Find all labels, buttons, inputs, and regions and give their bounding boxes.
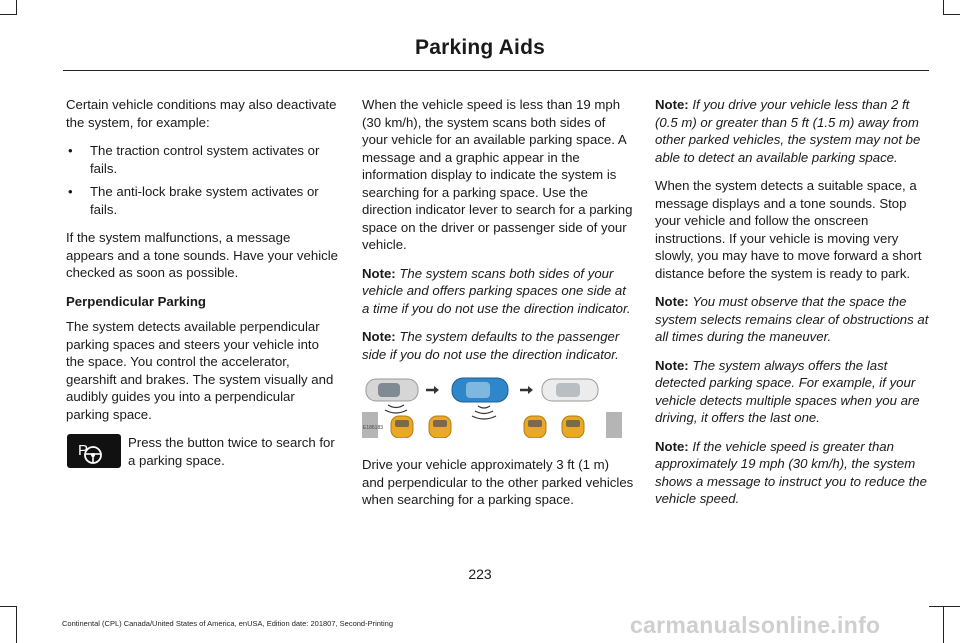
- button-instruction-text: Press the button twice to search for a parking space.: [128, 435, 335, 468]
- note-label: Note:: [362, 329, 396, 344]
- note: [362, 265, 634, 318]
- note-text: If you drive your vehicle less than 2 ft (0.5 m) or greater than 5 ft (1.5 m) away from other parked vehicles, the system may not be able to detect an available parking space.: [655, 97, 921, 165]
- perpendicular-paragraph: The system detects available perpendicular parking spaces and steers your vehicle into the space. You control the accelerator, gearshift and brakes. The system visually and audibly guides you into a perpendicular parking space.: [66, 319, 334, 422]
- svg-text:P: P: [78, 442, 89, 459]
- list-item: • The traction control system activates or fails.: [66, 142, 338, 177]
- crop-mark: [943, 14, 960, 15]
- car-icon: [366, 379, 418, 401]
- parking-assist-button-icon: [67, 434, 121, 468]
- note-text: You must observe that the space the system selects remains clear of obstructions at all times during the maneuver.: [655, 294, 929, 344]
- note-text: If the vehicle speed is greater than approximately 19 mph (30 km/h), the system shows a message to instruct you to reduce the vehicle speed.: [655, 438, 927, 506]
- page-number: 223: [468, 566, 492, 582]
- note: [655, 96, 930, 166]
- parking-scan-illustration: [362, 374, 622, 438]
- note-label: Note:: [655, 357, 689, 373]
- intro-paragraph: Certain vehicle conditions may also deactivate the system, for example:: [66, 97, 337, 130]
- crop-mark: [943, 0, 944, 15]
- drive-paragraph: Drive your vehicle approximately 3 ft (1 m) and perpendicular to the other parked vehicles when searching for a parking space.: [362, 457, 634, 507]
- active-car-icon: [452, 378, 508, 402]
- parked-car-icon: [429, 416, 451, 438]
- note: [655, 293, 930, 346]
- conditions-list: [66, 142, 338, 218]
- column-1: [66, 96, 338, 479]
- note-label: Note:: [655, 97, 689, 112]
- footer-edition: Continental (CPL) Canada/United States of America, enUSA, Edition date: 201807, Second-Printing: [62, 619, 394, 628]
- column-3: [655, 96, 930, 519]
- note-label: Note:: [655, 294, 689, 309]
- button-instruction: [66, 434, 338, 479]
- page-title: Parking Aids: [415, 36, 545, 59]
- parked-car-icon: [562, 416, 584, 438]
- note: [362, 328, 634, 363]
- section-heading: Perpendicular Parking: [66, 293, 206, 309]
- note-label: Note:: [362, 265, 396, 281]
- malfunction-paragraph: If the system malfunctions, a message appears and a tone sounds. Have your vehicle checked as soon as possible.: [66, 230, 338, 280]
- note-label: Note:: [655, 438, 689, 454]
- parked-car-icon: [391, 416, 413, 438]
- car-icon: [542, 379, 598, 401]
- list-item: • The anti-lock brake system activates or fails.: [66, 183, 338, 218]
- detect-paragraph: When the system detects a suitable space, a message displays and a tone sounds. Stop your vehicle and follow the onscreen instructions. If your vehicle is moving very slowly, you may have to move forward a short distance before the system is ready to park.: [655, 178, 922, 281]
- crop-mark: [0, 14, 17, 15]
- watermark: carmanualsonline.info: [630, 612, 881, 638]
- crop-mark: [16, 606, 17, 643]
- note: [655, 438, 930, 508]
- header-rule: [63, 70, 929, 71]
- crop-mark: [943, 606, 944, 643]
- note-text: The system defaults to the passenger side if you do not use the direction indicator.: [362, 329, 620, 362]
- scan-paragraph: When the vehicle speed is less than 19 mph (30 km/h), the system scans both sides of your vehicle for an available parking space. A message and a graphic appear in the information display to indicate the system is searching for a parking space. Use the direction indicator lever to search for a parking space on the driver or passenger side of your vehicle.: [362, 97, 633, 252]
- crop-mark: [0, 606, 17, 607]
- note: [655, 357, 930, 427]
- note-text: The system always offers the last detected parking space. For example, if your vehicle detects multiple spaces when you are driving, it offers the last one.: [655, 357, 920, 425]
- crop-mark: [929, 606, 960, 607]
- parked-car-icon: [524, 416, 546, 438]
- crop-mark: [16, 0, 17, 15]
- figure-id: E186183: [363, 424, 384, 431]
- column-2: [362, 96, 634, 520]
- note-text: The system scans both sides of your vehicle and offers parking spaces one side at a time if you do not use the direction indicator.: [362, 265, 631, 316]
